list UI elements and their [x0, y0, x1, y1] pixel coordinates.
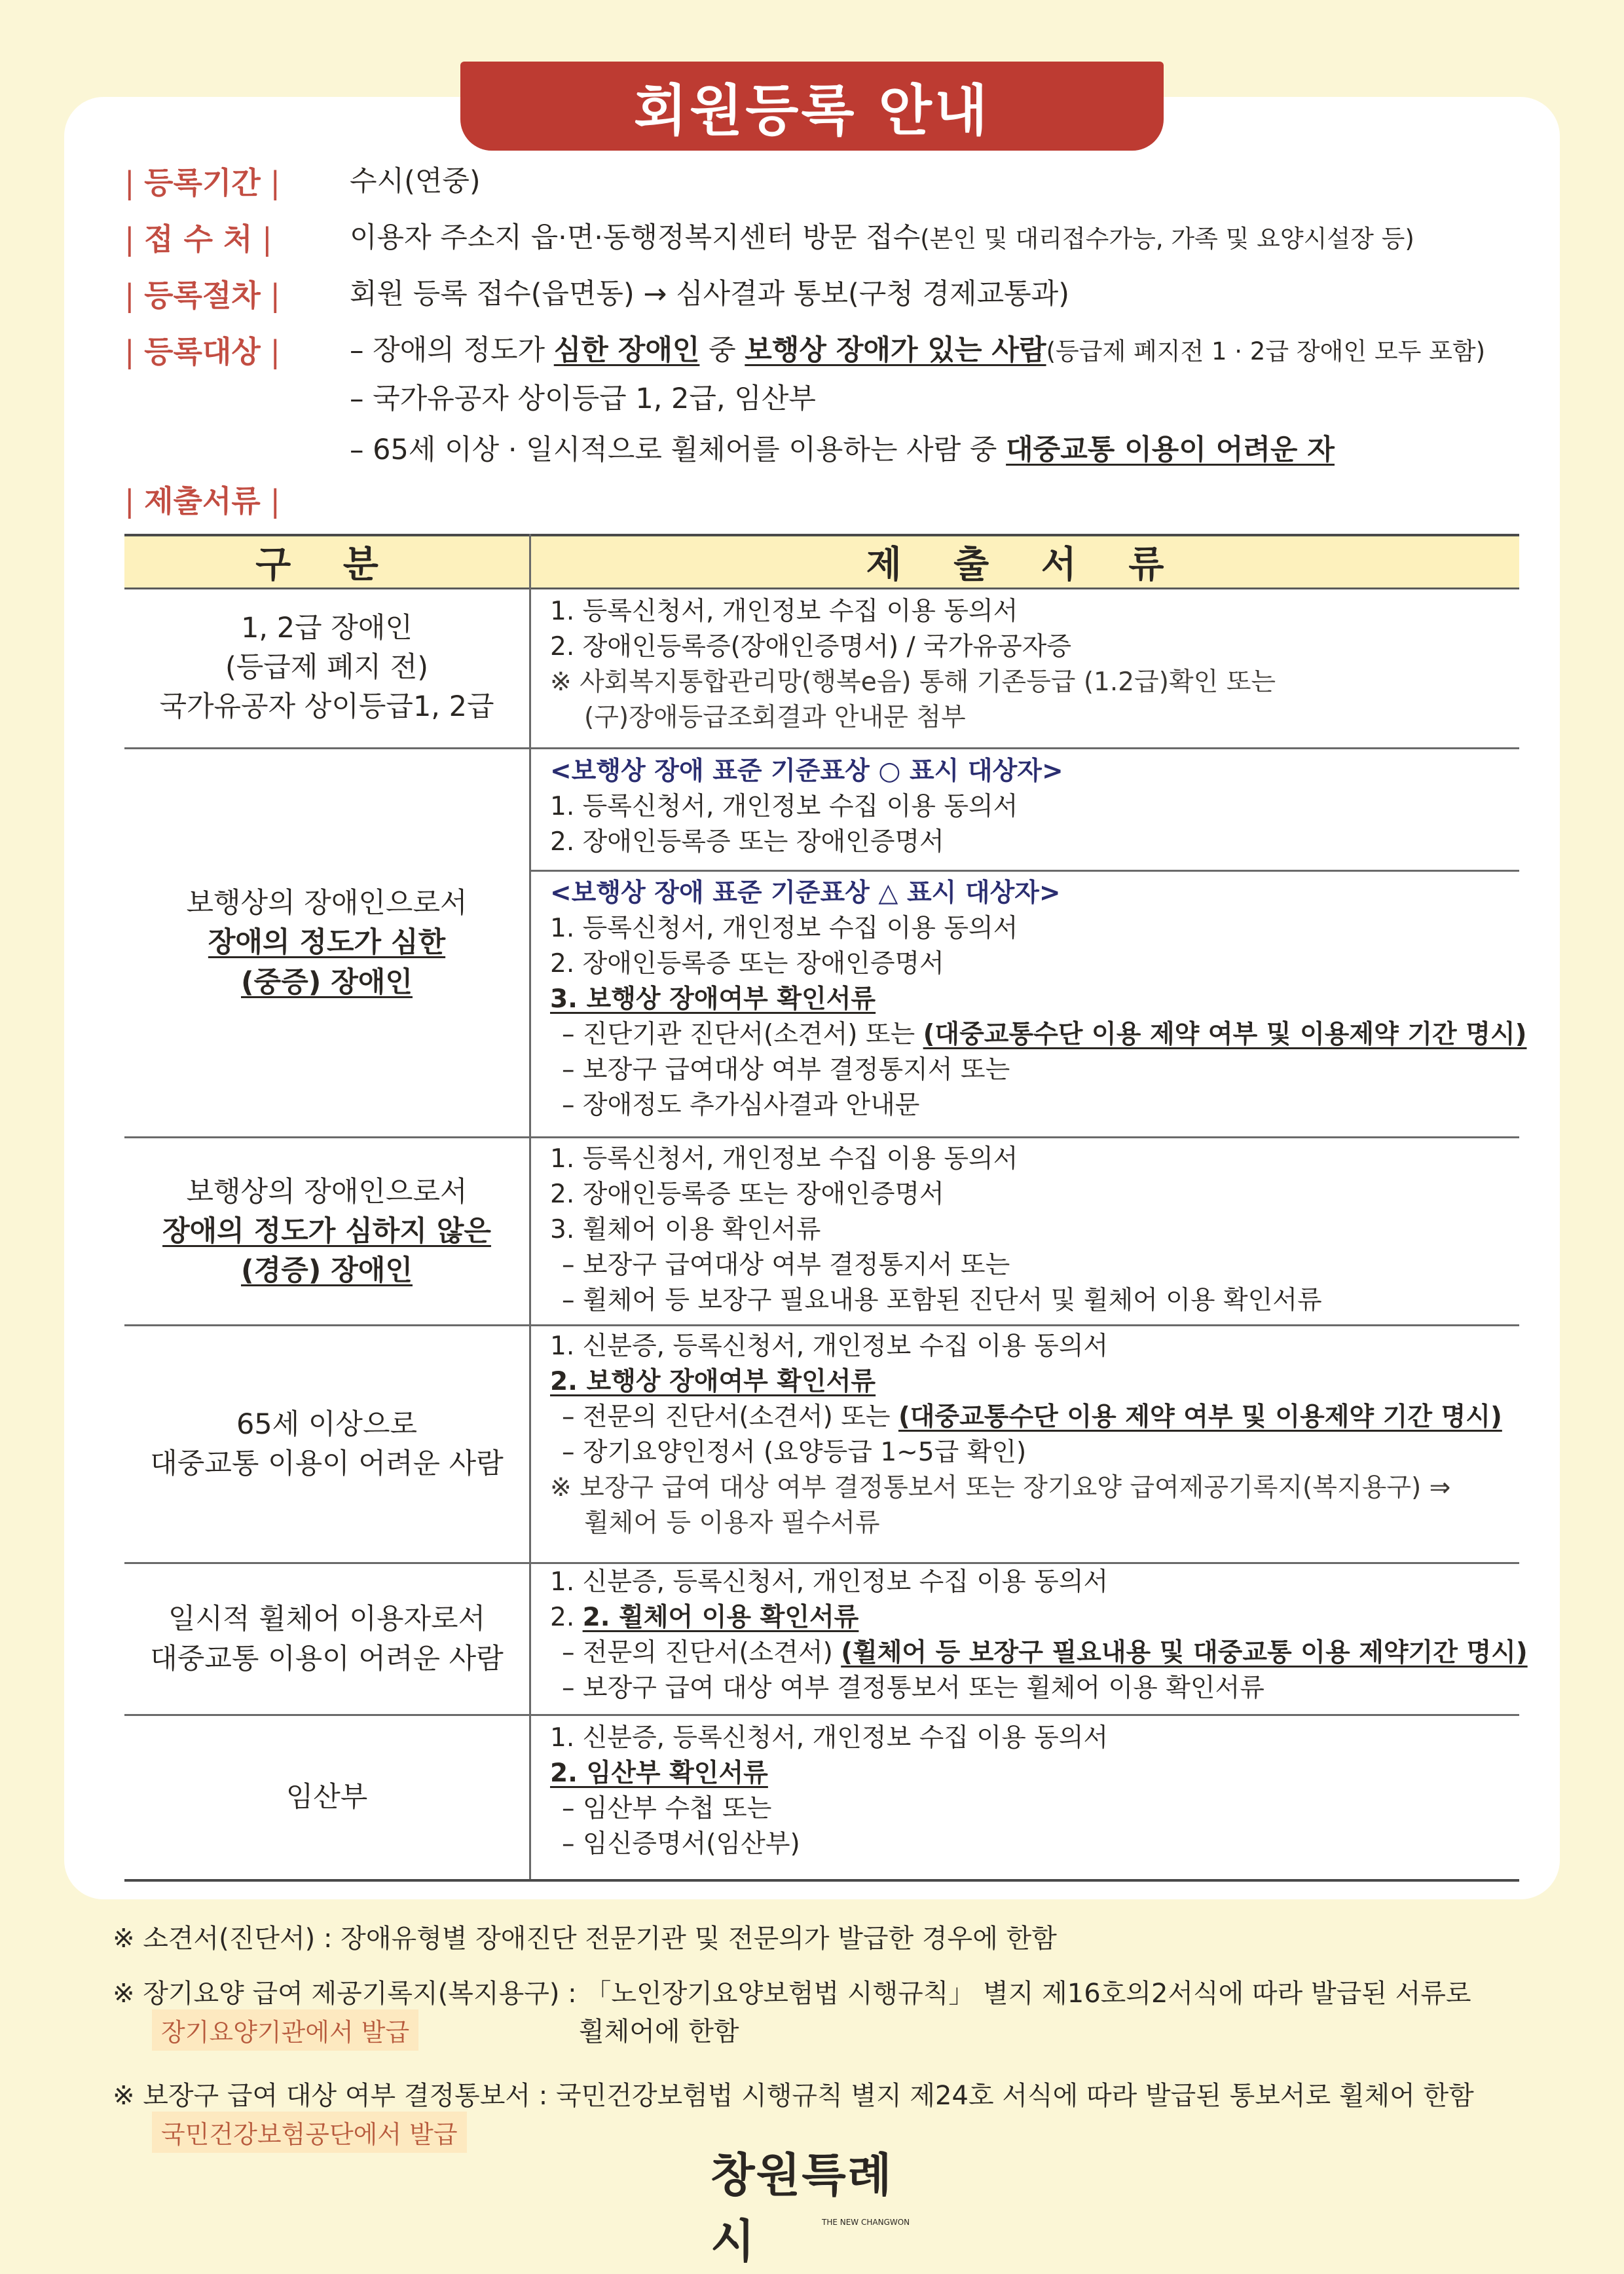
info-reception-value: 이용자 주소지 읍·면·동행정복지센터 방문 접수 [350, 221, 921, 254]
table-row-category: 보행상의 장애인으로서 장애의 정도가 심한 (중증) 장애인 [186, 887, 468, 999]
info-reception-label: | 접 수 처 | [124, 221, 272, 257]
city-logo [710, 2148, 913, 2268]
table-header-documents: 제 출 서 류 [866, 544, 1184, 586]
info-target-label: | 등록대상 | [124, 334, 280, 369]
info-period-label: | 등록기간 | [124, 165, 280, 200]
table-row-documents: 1. 신분증, 등록신청서, 개인정보 수집 이용 동의서 2. 임산부 확인서류 – 임산부 수첩 또는 – 임신증명서(임산부) [550, 1723, 1109, 1859]
footnote-ltc-record: ※ 장기요양 급여 제공기록지(복지용구) : 「노인장기요양보험법 시행규칙」 별지 제16호의2서식에 따라 발급된 서류로 [113, 1979, 1471, 2009]
info-reception-note: (본인 및 대리접수가능, 가족 및 요양시설장 등) [920, 225, 1414, 253]
issuer-tag-ltc: 장기요양기관에서 발급 [152, 2009, 418, 2051]
table-row-documents: 1. 등록신청서, 개인정보 수집 이용 동의서 2. 장애인등록증(장애인증명서) / 국가유공자증 ※ 사회복지통합관리망(행복e음) 통해 기존등급 (1.2급)확인 또는 (구)장애등급조회결과 안내문 첨부 [550, 597, 1276, 732]
table-bottom-border [124, 1879, 1519, 1882]
issuer-tag-nhis: 국민건강보험공단에서 발급 [152, 2112, 467, 2153]
row-divider [530, 870, 1519, 872]
table-row-category: 1, 2급 장애인 (등급제 폐지 전) 국가유공자 상이등급1, 2급 [159, 611, 494, 724]
info-period-value: 수시(연중) [350, 165, 481, 198]
info-procedure-value: 회원 등록 접수(읍면동) → 심사결과 통보(구청 경제교통과) [350, 278, 1069, 310]
city-logo-subtext: THE NEW CHANGWON [822, 2218, 910, 2227]
table-header-category: 구 분 [255, 544, 398, 586]
table-row-category: 보행상의 장애인으로서 장애의 정도가 심하지 않은 (경증) 장애인 [162, 1175, 491, 1288]
city-logo-text: 창원특례시 [710, 2148, 893, 2268]
info-documents-label: | 제출서류 | [124, 483, 280, 519]
footnote-assistive-device: ※ 보장구 급여 대상 여부 결정통보서 : 국민건강보험법 시행규칙 별지 제24호 서식에 따라 발급된 통보서로 휠체어 한함 [113, 2081, 1474, 2111]
table-row-category: 임산부 [286, 1781, 368, 1814]
column-divider [529, 534, 531, 1882]
table-row-documents: 1. 신분증, 등록신청서, 개인정보 수집 이용 동의서 2. 보행상 장애여부 확인서류 – 전문의 진단서(소견서) 또는 (대중교통수단 이용 제약 여부 및 이용제약 기간 명시) – 장기요양인정서 (요양등급 1~5급 확인) ※ 보장구 급여 대상 여부 결정통보서 또는 장기요양 급여제공기록지(복지용구) ⇒ 휠체어 등 이용자 필수서류 [550, 1332, 1502, 1538]
table-row-documents: <보행상 장애 표준 기준표상 △ 표시 대상자> 1. 등록신청서, 개인정보 수집 이용 동의서 2. 장애인등록증 또는 장애인증명서 3. 보행상 장애여부 확인서류 – 진단기관 진단서(소견서) 또는 (대중교통수단 이용 제약 여부 및 이용제약 기간 명시) – 보장구 급여대상 여부 결정통지서 또는 – 장애정도 추가심사결과 안내문 [550, 878, 1527, 1120]
table-row-documents: <보행상 장애 표준 기준표상 ○ 표시 대상자> 1. 등록신청서, 개인정보 수집 이용 동의서 2. 장애인등록증 또는 장애인증명서 [550, 756, 1063, 857]
table-row-category: 일시적 휠체어 이용자로서 대중교통 이용이 어려운 사람 [150, 1603, 504, 1675]
info-procedure-label: | 등록절차 | [124, 278, 280, 313]
footnote-opinion: ※ 소견서(진단서) : 장애유형별 장애진단 전문기관 및 전문의가 발급한 경우에 한함 [113, 1924, 1057, 1954]
footnote-ltc-record-cont: 휠체어에 한함 [579, 2017, 739, 2047]
page-title: 회원등록 안내 [460, 62, 1164, 151]
documents-table [124, 534, 1528, 1882]
info-target-line-1: – 장애의 정도가 심한 장애인 중 보행상 장애가 있는 사람(등급제 폐지전 1 · 2급 장애인 모두 포함) [350, 334, 1486, 367]
table-row-category: 65세 이상으로 대중교통 이용이 어려운 사람 [150, 1407, 504, 1480]
table-header [124, 534, 1519, 589]
table-row-documents: 1. 등록신청서, 개인정보 수집 이용 동의서 2. 장애인등록증 또는 장애인증명서 3. 휠체어 이용 확인서류 – 보장구 급여대상 여부 결정통지서 또는 – 휠체어 등 보장구 필요내용 포함된 진단서 및 휠체어 이용 확인서류 [550, 1144, 1322, 1315]
table-row-documents: 1. 신분증, 등록신청서, 개인정보 수집 이용 동의서 2. 2. 휠체어 이용 확인서류 – 전문의 진단서(소견서) (휠체어 등 보장구 필요내용 및 대중교통 이용 제약기간 명시) – 보장구 급여 대상 여부 결정통보서 또는 휠체어 이용 확인서류 [550, 1567, 1528, 1703]
